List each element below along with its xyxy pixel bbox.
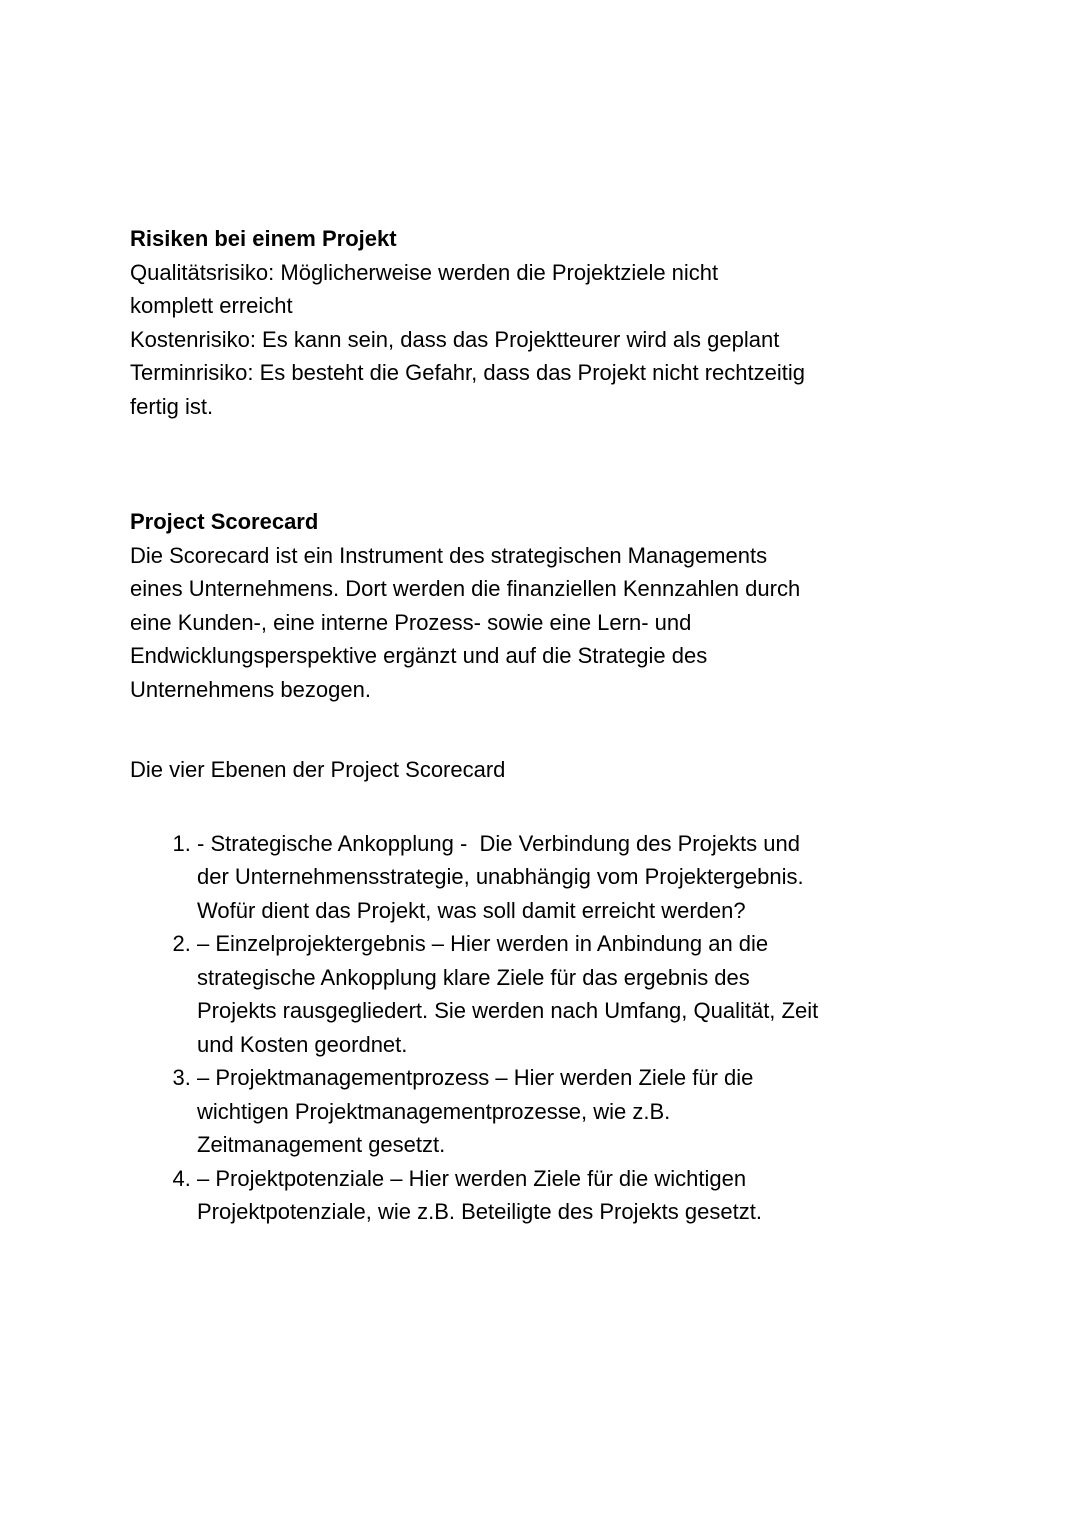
scorecard-text-line: Die Scorecard ist ein Instrument des strategischen Managements xyxy=(130,542,768,568)
list-item-line: Wofür dient das Projekt, was soll damit erreicht werden? xyxy=(197,897,746,923)
scorecard-subheading: Die vier Ebenen der Project Scorecard xyxy=(130,757,506,782)
list-item-line: Zeitmanagement gesetzt. xyxy=(197,1132,446,1157)
risiken-text-line: Kostenrisiko: Es kann sein, dass das Projektteurer wird als geplant xyxy=(130,326,780,352)
risiken-text-line: Qualitätsrisiko: Möglicherweise werden die Projektziele nicht xyxy=(130,259,719,285)
list-item-line: 3. – Projektmanagementprozess – Hier werden Ziele für die xyxy=(197,1065,754,1090)
scorecard-text-line: eines Unternehmens. Dort werden die finanziellen Kennzahlen durch xyxy=(130,576,801,601)
list-item xyxy=(197,1162,960,1229)
risiken-text-line: Terminrisiko: Es besteht die Gefahr, dass das Projekt nicht rechtzeitig xyxy=(130,360,805,385)
scorecard-text-line: Unternehmens bezogen. xyxy=(130,676,371,702)
list-item-line: strategische Ankopplung klare Ziele für das ergebnis des xyxy=(197,964,750,990)
list-item xyxy=(197,827,960,928)
section-risiken xyxy=(130,222,960,423)
list-item-line: wichtigen Projektmanagementprozesse, wie z.B. xyxy=(197,1098,671,1124)
list-item-line: Projektpotenziale, wie z.B. Beteiligte des Projekts gesetzt. xyxy=(197,1199,762,1224)
list-item-line: 4. – Projektpotenziale – Hier werden Ziele für die wichtigen xyxy=(197,1165,747,1191)
scorecard-heading: Project Scorecard xyxy=(130,509,319,534)
risiken-text-line: fertig ist. xyxy=(130,393,214,419)
list-item xyxy=(197,927,960,1061)
list-item-line: Projekts rausgegliedert. Sie werden nach Umfang, Qualität, Zeit xyxy=(197,998,819,1023)
scorecard-list xyxy=(130,827,960,1229)
risiken-heading: Risiken bei einem Projekt xyxy=(130,226,397,251)
risiken-text-line: komplett erreicht xyxy=(130,293,293,318)
section-scorecard xyxy=(130,505,960,1229)
list-item-line: 2. – Einzelprojektergebnis – Hier werden in Anbindung an die xyxy=(197,931,769,956)
scorecard-text-line: eine Kunden-, eine interne Prozess- sowie eine Lern- und xyxy=(130,609,692,635)
list-item-line: der Unternehmensstrategie, unabhängig vom Projektergebnis. xyxy=(197,864,804,889)
list-item-line: 1. - Strategische Ankopplung - Die Verbindung des Projekts und xyxy=(197,830,800,856)
scorecard-text-line: Endwicklungsperspektive ergänzt und auf die Strategie des xyxy=(130,643,708,668)
list-item xyxy=(197,1061,960,1162)
list-item-line: und Kosten geordnet. xyxy=(197,1031,408,1057)
